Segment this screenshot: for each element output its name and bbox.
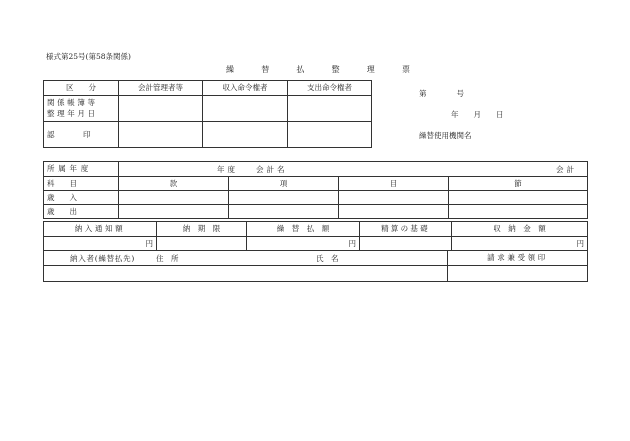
ledger-cell-2[interactable] [203,96,288,122]
seal-label: 認 印 [44,122,119,148]
expenditure-setsu[interactable] [449,205,588,219]
form-title: 繰 替 払 整 理 票 [226,65,420,74]
account-table [43,161,588,219]
settlement-basis-cell[interactable] [360,237,452,251]
ledger-cell-1[interactable] [119,96,203,122]
expenditure-moku[interactable] [339,205,449,219]
form-number: 様式第25号(第58条関係) [46,52,131,61]
payer-header [44,251,448,266]
expenditure-label: 歳 出 [44,205,119,219]
yen-unit-2: 円 [348,238,356,248]
expenditure-kan[interactable] [119,205,229,219]
due-date-cell[interactable] [157,237,247,251]
approval-table [43,80,372,148]
expenditure-kou[interactable] [229,205,339,219]
agency-label: 繰替使用機関名 [419,131,472,140]
revenue-kou[interactable] [229,191,339,205]
payer-label: 納入者(繰替払先) [70,254,136,263]
address-label: 住 所 [156,254,179,263]
account-suffix: 会計 [556,165,577,174]
payment-table [43,221,588,251]
name-label: 氏 名 [316,254,339,263]
transfer-amount-header: 繰 替 払 額 [247,222,360,237]
kou-header: 項 [229,177,339,191]
settlement-basis-header: 精算の基礎 [360,222,452,237]
account-name-label: 会計名 [256,165,288,174]
seal-cell-2[interactable] [203,122,288,148]
fiscal-year-row[interactable] [119,162,588,177]
notice-amount-cell[interactable] [44,237,157,251]
notice-amount-header: 納入通知額 [44,222,157,237]
expenditure-commander-header: 支出命令権者 [288,81,372,96]
ledger-date-label [44,96,119,122]
moku-header: 目 [339,177,449,191]
year-label: 年度 [217,165,238,174]
category-label: 科 目 [44,177,119,191]
ledger-cell-3[interactable] [288,96,372,122]
date-label: 整理年月日 [47,108,98,118]
due-date-header: 納 期 限 [157,222,247,237]
revenue-setsu[interactable] [449,191,588,205]
yen-unit-3: 円 [576,238,584,248]
kan-header: 款 [119,177,229,191]
receipt-seal-header: 請求兼受領印 [448,251,588,266]
revenue-label: 歳 入 [44,191,119,205]
revenue-kan[interactable] [119,191,229,205]
payer-cell[interactable] [44,266,448,282]
setsu-header: 節 [449,177,588,191]
payer-table [43,250,588,282]
yen-unit-1: 円 [145,238,153,248]
accounting-manager-header: 会計管理者等 [119,81,203,96]
revenue-commander-header: 収入命令権者 [203,81,288,96]
division-header: 区 分 [44,81,119,96]
received-amount-header: 収 納 金 額 [452,222,588,237]
ledger-label: 関係帳簿等 [47,98,98,107]
transfer-amount-cell[interactable] [247,237,360,251]
number-label: 第 号 [419,89,464,98]
fiscal-year-label: 所属年度 [44,162,119,177]
seal-cell-3[interactable] [288,122,372,148]
receipt-seal-cell[interactable] [448,266,588,282]
date-field: 年 月 日 [451,110,504,119]
received-amount-cell[interactable] [452,237,588,251]
revenue-moku[interactable] [339,191,449,205]
seal-cell-1[interactable] [119,122,203,148]
